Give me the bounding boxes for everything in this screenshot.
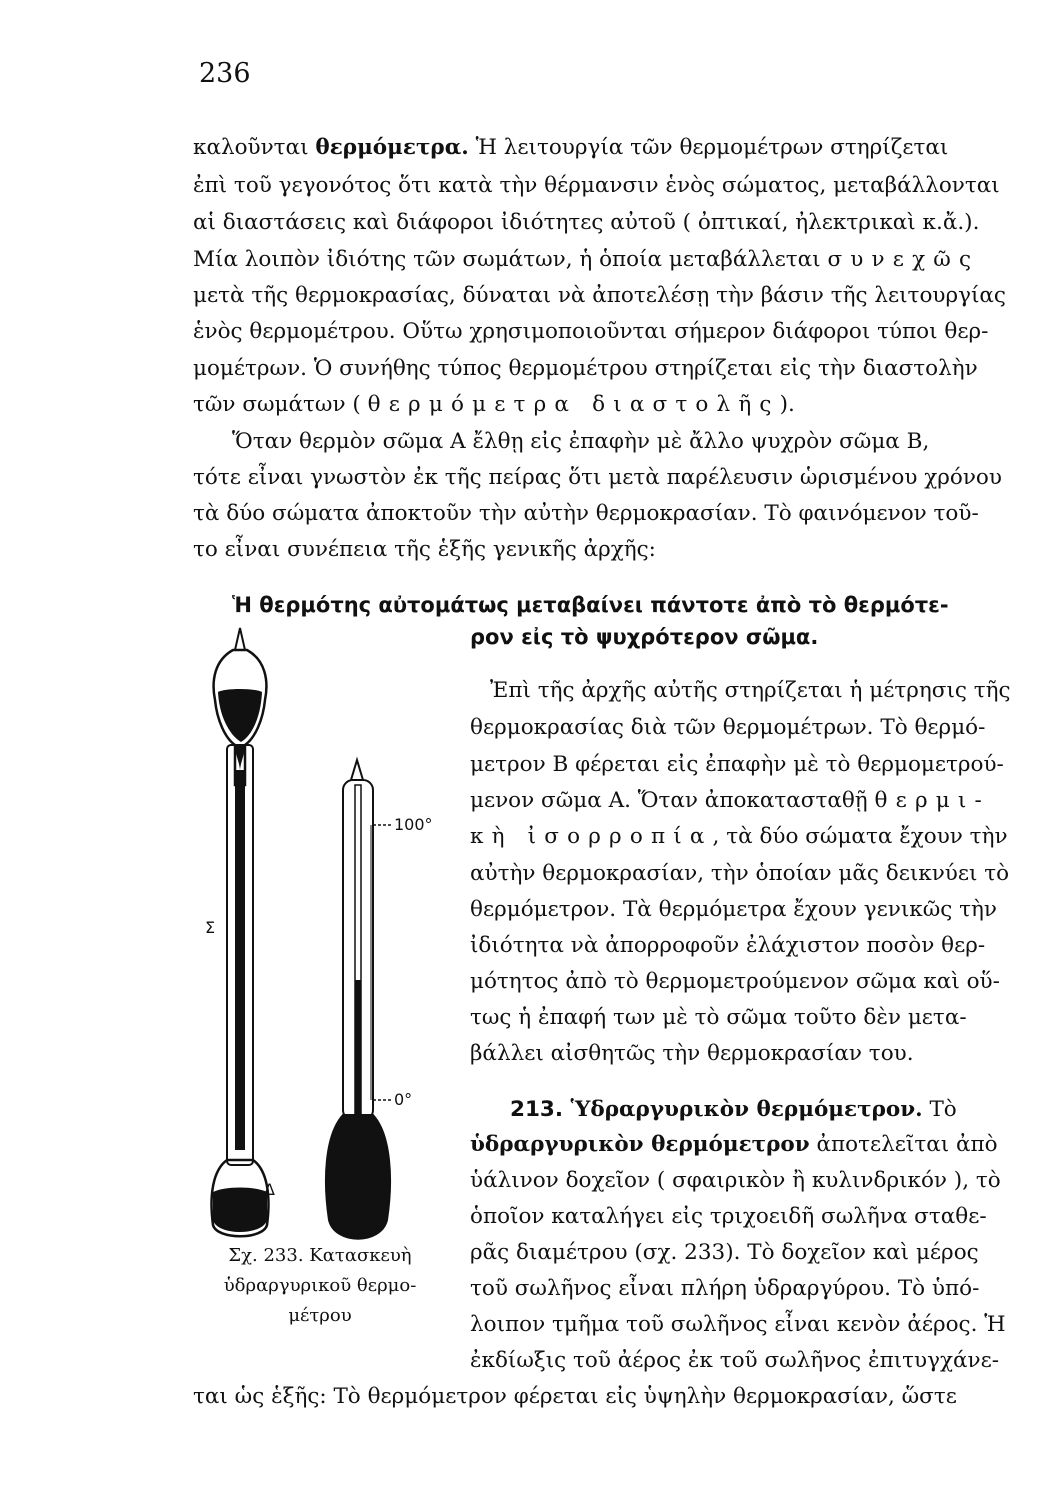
spaced-emphasis: θερμι- <box>874 788 990 813</box>
paragraph-line <box>470 826 1008 848</box>
text-segment: μενον σῶμα Α. Ὅταν ἀποκατασταθῇ <box>470 788 875 813</box>
paragraph-line: αὐτὴν θερμοκρασίαν, τὴν ὁποίαν μᾶς δεικνύει τὸ <box>470 861 1010 886</box>
paragraph-line: μετὰ τῆς θερμοκρασίας, δύναται νὰ ἀποτελέσῃ τὴν βάσιν τῆς λειτουργίας <box>193 283 1006 308</box>
figure-label-100-degrees: 100° <box>394 815 433 834</box>
paragraph-line: τως ἡ ἐπαφή των μὲ τὸ σῶμα τοῦτο δὲν μετα- <box>470 1005 967 1030</box>
paragraph-line: ἰδιότητα νὰ ἀπορροφοῦν ἐλάχιστον ποσὸν θερ- <box>470 933 986 958</box>
text-segment: καλοῦνται <box>193 135 316 160</box>
text-segment: τῶν σωμάτων ( <box>193 392 368 417</box>
paragraph-line: Ἐπὶ τῆς ἀρχῆς αὐτῆς στηρίζεται ἡ μέτρησις τῆς <box>490 678 1011 703</box>
paragraph-line <box>193 394 795 416</box>
paragraph-line <box>470 790 990 812</box>
text-segment: Ἡ λειτουργία τῶν θερμομέτρων στηρίζεται <box>468 135 949 160</box>
paragraph-line: ται ὡς ἑξῆς: Τὸ θερμόμετρον φέρεται εἰς ὑψηλὴν θερμοκρασίαν, ὥστε <box>193 1384 957 1409</box>
figure-label-delta: Δ <box>264 1180 275 1199</box>
paragraph-line <box>193 137 948 159</box>
section-number: 213. <box>510 1097 564 1122</box>
figure-caption-line: ὑδραργυρικοῦ θερμο- <box>223 1275 417 1296</box>
figure-caption-line: μέτρου <box>288 1305 352 1326</box>
paragraph-line: Ὅταν θερμὸν σῶμα Α ἔλθῃ εἰς ἐπαφὴν μὲ ἄλλο ψυχρὸν σῶμα Β, <box>232 429 930 454</box>
right-thermometer <box>326 760 391 1239</box>
text-segment: ). <box>779 392 795 417</box>
principle-line: Ἡ θερμότης αὐτομάτως μεταβαίνει πάντοτε ἀπὸ τὸ θερμότε- <box>232 593 949 617</box>
paragraph-line: τὰ δύο σώματα ἀποκτοῦν τὴν αὐτὴν θερμοκρασίαν. Τὸ φαινόμενον τοῦ- <box>193 501 979 526</box>
paragraph-line: ὁποῖον καταλήγει εἰς τριχοειδῆ σωλῆνα σταθε- <box>470 1204 987 1229</box>
paragraph-line: μετρον Β φέρεται εἰς ἐπαφὴν μὲ τὸ θερμομετρού- <box>470 752 1004 777</box>
paragraph-line: ρᾶς διαμέτρου (σχ. 233). Τὸ δοχεῖον καὶ μέρος <box>470 1240 979 1265</box>
spaced-emphasis: συνεχῶς <box>827 247 980 272</box>
figure-label-0-degrees: 0° <box>394 1090 413 1109</box>
bold-term: θερμόμετρα. <box>315 135 469 160</box>
text-segment: ἀποτελεῖται ἀπὸ <box>809 1132 998 1157</box>
paragraph-line: τοῦ σωλῆνος εἶναι πλήρη ὑδραργύρου. Τὸ ὑπό- <box>470 1276 980 1301</box>
left-thermometer <box>212 628 269 1236</box>
spaced-emphasis: θερμόμετρα διαστολῆς <box>367 392 780 417</box>
paragraph-line: μότητος ἀπὸ τὸ θερμομετρούμενον σῶμα καὶ οὕ- <box>470 969 1000 994</box>
section-heading-line <box>510 1099 957 1121</box>
figure-caption-line: Σχ. 233. Κατασκευὴ <box>228 1245 412 1266</box>
principle-line: ρον εἰς τὸ ψυχρότερον σῶμα. <box>470 625 819 649</box>
paragraph-line: ἐκδίωξις τοῦ ἀέρος ἐκ τοῦ σωλῆνος ἐπιτυγχάνε- <box>470 1348 999 1373</box>
paragraph-line: αἱ διαστάσεις καὶ διάφοροι ἰδιότητες αὐτοῦ ( ὀπτικαί, ἠλεκτρικαὶ κ.ἄ.). <box>193 210 980 235</box>
paragraph-line: το εἶναι συνέπεια τῆς ἑξῆς γενικῆς ἀρχῆς: <box>193 537 656 562</box>
text-segment: Μία λοιπὸν ἰδιότης τῶν σωμάτων, ἡ ὁποία μεταβάλλεται <box>193 247 828 272</box>
page-number: 236 <box>199 58 251 89</box>
paragraph-line: θερμοκρασίας διὰ τῶν θερμομέτρων. Τὸ θερμό- <box>470 715 986 740</box>
paragraph-line: θερμόμετρον. Τὰ θερμόμετρα ἔχουν γενικῶς τὴν <box>470 897 997 922</box>
paragraph-line: ἐπὶ τοῦ γεγονότος ὅτι κατὰ τὴν θέρμανσιν ἑνὸς σώματος, μεταβάλλονται <box>193 173 1000 198</box>
paragraph-line: ἑνὸς θερμομέτρου. Οὕτω χρησιμοποιοῦνται σήμερον διάφοροι τύποι θερ- <box>193 319 989 344</box>
text-segment: Τὸ <box>922 1097 957 1122</box>
spaced-emphasis: κὴ ἰσορροπία <box>470 824 713 849</box>
paragraph-line: τότε εἶναι γνωστὸν ἐκ τῆς πείρας ὅτι μετὰ παρέλευσιν ὡρισμένου χρόνου <box>193 465 1002 490</box>
paragraph-line <box>470 1134 998 1156</box>
figure-label-sigma: Σ <box>205 918 216 937</box>
bold-term: ὑδραργυρικὸν θερμόμετρον <box>470 1132 810 1157</box>
section-title: Ὑδραργυρικὸν θερμόμετρον. <box>563 1097 923 1122</box>
text-segment: , τὰ δύο σώματα ἔχουν τὴν <box>712 824 1008 849</box>
figure-233-thermometers <box>195 620 465 1260</box>
paragraph-line <box>193 249 979 271</box>
paragraph-line: μομέτρων. Ὁ συνήθης τύπος θερμομέτρου στηρίζεται εἰς τὴν διαστολὴν <box>193 356 978 381</box>
paragraph-line: βάλλει αἰσθητῶς τὴν θερμοκρασίαν του. <box>470 1041 914 1066</box>
paragraph-line: ὑάλινον δοχεῖον ( σφαιρικὸν ἢ κυλινδρικόν ), τὸ <box>470 1168 1001 1193</box>
paragraph-line: λοιπον τμῆμα τοῦ σωλῆνος εἶναι κενὸν ἀέρος. Ἡ <box>470 1312 1006 1337</box>
